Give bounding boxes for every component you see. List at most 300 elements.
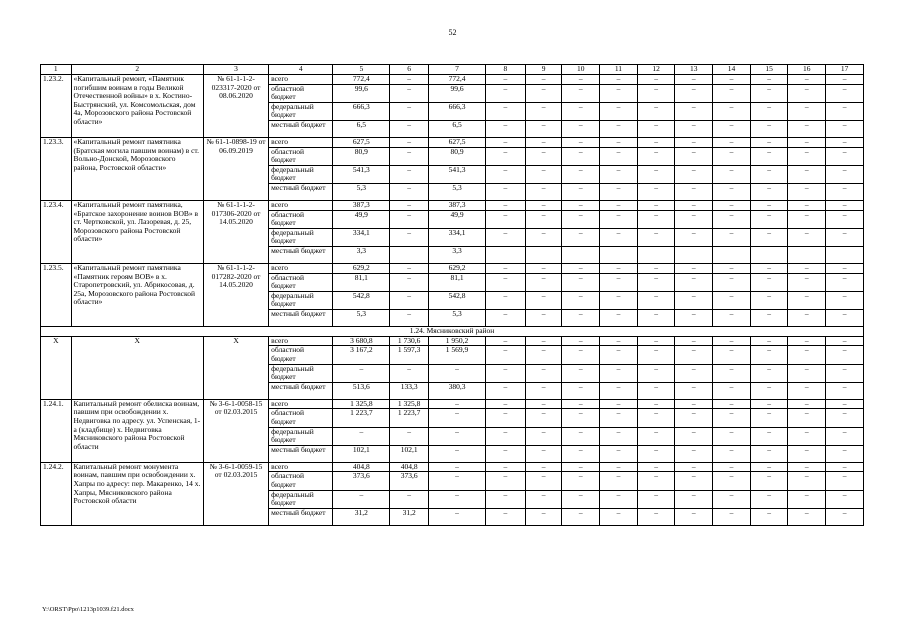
value-col9: – <box>525 137 562 147</box>
value-col10 <box>562 246 600 263</box>
value-col17: – <box>826 336 864 346</box>
column-header: 14 <box>713 65 751 75</box>
value-col7: – <box>429 508 486 525</box>
value-col16: – <box>788 102 826 120</box>
value-col13: – <box>675 364 713 382</box>
item-name: «Капитальный ремонт памятника, «Братское захоронение воинов ВОВ» в ст. Чертковской, ул. Лазоревая, д. 25, Морозовского района Ростовской области» <box>71 200 203 263</box>
value-col12: – <box>637 120 675 137</box>
value-col8: – <box>486 120 526 137</box>
value-col15: – <box>750 120 788 137</box>
value-col9: – <box>525 291 562 309</box>
value-col9: – <box>525 427 562 445</box>
value-col12: – <box>637 346 675 364</box>
value-col6 <box>390 246 429 263</box>
value-col7: 1 569,9 <box>429 346 486 364</box>
value-col12: – <box>637 399 675 409</box>
value-col9: – <box>525 183 562 200</box>
value-total: 81,1 <box>333 273 390 291</box>
value-col11: – <box>600 210 638 228</box>
value-col8: – <box>486 490 526 508</box>
value-total: 6,5 <box>333 120 390 137</box>
value-col8: – <box>486 472 526 490</box>
value-col17: – <box>826 346 864 364</box>
value-total: 373,6 <box>333 472 390 490</box>
value-col13: – <box>675 427 713 445</box>
value-col10: – <box>562 263 600 273</box>
value-col15: – <box>750 508 788 525</box>
value-col7: 541,3 <box>429 165 486 183</box>
value-col9: – <box>525 346 562 364</box>
value-col9: – <box>525 399 562 409</box>
value-col12: – <box>637 309 675 326</box>
value-col8: – <box>486 336 526 346</box>
value-col12: – <box>637 200 675 210</box>
value-col7: 629,2 <box>429 263 486 273</box>
value-col8: – <box>486 75 526 85</box>
value-col8: – <box>486 346 526 364</box>
value-col10: – <box>562 165 600 183</box>
value-col9: – <box>525 445 562 462</box>
value-col13: – <box>675 263 713 273</box>
budget-source-label: федеральный бюджет <box>269 228 333 246</box>
value-col8: – <box>486 165 526 183</box>
value-col8: – <box>486 382 526 399</box>
value-total: 541,3 <box>333 165 390 183</box>
value-col6: 31,2 <box>390 508 429 525</box>
value-col11: – <box>600 399 638 409</box>
value-col17: – <box>826 364 864 382</box>
value-col12: – <box>637 263 675 273</box>
item-document: № 61-1-0898-19 от 06.09.2019 <box>203 137 268 200</box>
value-col16: – <box>788 462 826 472</box>
value-col9: – <box>525 102 562 120</box>
value-col14: – <box>713 147 751 165</box>
value-col11: – <box>600 137 638 147</box>
budget-source-label: областной бюджет <box>269 346 333 364</box>
value-col6: 1 730,6 <box>390 336 429 346</box>
value-col7: 49,9 <box>429 210 486 228</box>
value-col14: – <box>713 445 751 462</box>
value-col6: – <box>390 165 429 183</box>
value-col11: – <box>600 200 638 210</box>
value-col8: – <box>486 508 526 525</box>
value-col17: – <box>826 409 864 427</box>
value-col11: – <box>600 472 638 490</box>
column-header: 11 <box>600 65 638 75</box>
value-col11: – <box>600 120 638 137</box>
value-col10: – <box>562 75 600 85</box>
value-col6: – <box>390 75 429 85</box>
item-document: № 61-1-1-2-023317-2020 от 08.06.2020 <box>203 75 268 138</box>
value-col6: – <box>390 490 429 508</box>
item-document: X <box>203 336 268 399</box>
value-col17: – <box>826 183 864 200</box>
value-col7: – <box>429 427 486 445</box>
budget-source-label: областной бюджет <box>269 409 333 427</box>
value-col8: – <box>486 84 526 102</box>
value-col9: – <box>525 309 562 326</box>
value-col6: – <box>390 273 429 291</box>
column-header: 4 <box>269 65 333 75</box>
value-col13: – <box>675 472 713 490</box>
value-total: 49,9 <box>333 210 390 228</box>
budget-source-label: всего <box>269 200 333 210</box>
value-col17: – <box>826 427 864 445</box>
value-col15: – <box>750 364 788 382</box>
value-col10: – <box>562 137 600 147</box>
value-col9: – <box>525 75 562 85</box>
value-col10: – <box>562 309 600 326</box>
value-col17: – <box>826 263 864 273</box>
value-col10: – <box>562 210 600 228</box>
value-col10: – <box>562 120 600 137</box>
item-name: «Капитальный ремонт памятника «Памятник героям ВОВ» в х. Старопетровский, ул. Абрикосовая, д. 25а, Морозовского района Ростовской области» <box>71 263 203 326</box>
value-col6: – <box>390 120 429 137</box>
value-col12: – <box>637 508 675 525</box>
value-col14: – <box>713 364 751 382</box>
value-col17: – <box>826 147 864 165</box>
table-row <box>41 200 864 210</box>
value-col11: – <box>600 462 638 472</box>
value-col6: – <box>390 364 429 382</box>
value-col16: – <box>788 147 826 165</box>
value-col17: – <box>826 382 864 399</box>
value-col8: – <box>486 210 526 228</box>
value-col12: – <box>637 137 675 147</box>
value-col12: – <box>637 183 675 200</box>
value-col7: 81,1 <box>429 273 486 291</box>
file-path-footer: Y:\ORST\Ppo\1213p1039.f21.docx <box>42 606 134 613</box>
budget-source-label: областной бюджет <box>269 147 333 165</box>
value-col9: – <box>525 364 562 382</box>
value-col9: – <box>525 462 562 472</box>
value-col7: 5,3 <box>429 183 486 200</box>
value-col10: – <box>562 228 600 246</box>
value-col12: – <box>637 228 675 246</box>
value-col7: 5,3 <box>429 309 486 326</box>
value-col12: – <box>637 147 675 165</box>
value-col14: – <box>713 472 751 490</box>
value-col16: – <box>788 183 826 200</box>
value-col11: – <box>600 490 638 508</box>
value-col16: – <box>788 427 826 445</box>
value-col10: – <box>562 291 600 309</box>
budget-source-label: местный бюджет <box>269 120 333 137</box>
page-number: 52 <box>448 28 457 37</box>
value-col11: – <box>600 263 638 273</box>
value-col10: – <box>562 346 600 364</box>
value-col13: – <box>675 399 713 409</box>
item-name: X <box>71 336 203 399</box>
budget-source-label: областной бюджет <box>269 210 333 228</box>
item-name: «Капитальный ремонт, «Памятник погибшим воинам в годы Великой Отечественной войны» в х. Костино-Быстрянский, ул. Комсомольская, дом 4а, Морозовского района Ростовской области» <box>71 75 203 138</box>
value-col12: – <box>637 445 675 462</box>
value-col9: – <box>525 409 562 427</box>
column-header: 10 <box>562 65 600 75</box>
value-col13: – <box>675 309 713 326</box>
value-col6: 133,3 <box>390 382 429 399</box>
value-col7: – <box>429 409 486 427</box>
value-col14: – <box>713 427 751 445</box>
value-col10: – <box>562 490 600 508</box>
value-col12: – <box>637 472 675 490</box>
item-document: № 61-1-1-2-017282-2020 от 14.05.2020 <box>203 263 268 326</box>
value-col17: – <box>826 120 864 137</box>
value-col7: 3,3 <box>429 246 486 263</box>
value-col15: – <box>750 445 788 462</box>
value-col12: – <box>637 210 675 228</box>
value-col14: – <box>713 84 751 102</box>
value-col17: – <box>826 200 864 210</box>
value-col12: – <box>637 336 675 346</box>
value-total: 3,3 <box>333 246 390 263</box>
value-col11: – <box>600 309 638 326</box>
value-col7: 380,3 <box>429 382 486 399</box>
value-col8: – <box>486 462 526 472</box>
value-total: 1 325,8 <box>333 399 390 409</box>
value-col16: – <box>788 364 826 382</box>
value-col11: – <box>600 445 638 462</box>
value-col8: – <box>486 147 526 165</box>
value-total: 627,5 <box>333 137 390 147</box>
value-col9: – <box>525 165 562 183</box>
value-col6: – <box>390 200 429 210</box>
table-row <box>41 462 864 472</box>
budget-source-label: федеральный бюджет <box>269 165 333 183</box>
value-col11: – <box>600 508 638 525</box>
value-col14: – <box>713 200 751 210</box>
value-col12: – <box>637 165 675 183</box>
value-col6: 102,1 <box>390 445 429 462</box>
value-col7: 627,5 <box>429 137 486 147</box>
value-col17: – <box>826 508 864 525</box>
item-number: 1.23.2. <box>41 75 72 138</box>
value-col14: – <box>713 263 751 273</box>
value-col12: – <box>637 75 675 85</box>
value-col7: 80,9 <box>429 147 486 165</box>
item-number: 1.23.3. <box>41 137 72 200</box>
value-col17: – <box>826 445 864 462</box>
budget-source-label: областной бюджет <box>269 84 333 102</box>
value-col15: – <box>750 336 788 346</box>
value-col8: – <box>486 427 526 445</box>
value-col7: 387,3 <box>429 200 486 210</box>
value-total: 31,2 <box>333 508 390 525</box>
value-col13: – <box>675 75 713 85</box>
value-col12: – <box>637 427 675 445</box>
column-header: 6 <box>390 65 429 75</box>
value-col7: 772,4 <box>429 75 486 85</box>
value-col9: – <box>525 490 562 508</box>
column-header: 9 <box>525 65 562 75</box>
value-col8: – <box>486 409 526 427</box>
value-col17: – <box>826 84 864 102</box>
value-col8: – <box>486 200 526 210</box>
value-col11: – <box>600 291 638 309</box>
value-col11: – <box>600 346 638 364</box>
value-col11: – <box>600 228 638 246</box>
value-total: 404,8 <box>333 462 390 472</box>
value-total: 80,9 <box>333 147 390 165</box>
value-col14: – <box>713 490 751 508</box>
value-col10: – <box>562 364 600 382</box>
value-col6: – <box>390 137 429 147</box>
value-col17: – <box>826 490 864 508</box>
item-number: 1.23.4. <box>41 200 72 263</box>
value-col8: – <box>486 228 526 246</box>
value-col13: – <box>675 490 713 508</box>
value-col13: – <box>675 228 713 246</box>
district-row <box>41 326 864 336</box>
value-col10: – <box>562 382 600 399</box>
value-col7: – <box>429 490 486 508</box>
value-col16: – <box>788 75 826 85</box>
column-header: 2 <box>71 65 203 75</box>
value-col12: – <box>637 273 675 291</box>
value-col15: – <box>750 490 788 508</box>
value-col11 <box>600 246 638 263</box>
district-title: 1.24. Мясниковский район <box>41 326 864 336</box>
value-col11: – <box>600 382 638 399</box>
value-col11: – <box>600 336 638 346</box>
item-name: Капитальный ремонт обелиска воинам, павшим при освобождении х. Недвиговка по адресу. ул. Успенская, 1-а (кладбище) х. Недвиговка Мясниковского района Ростовской области <box>71 399 203 462</box>
value-col6: 1 325,8 <box>390 399 429 409</box>
table-row <box>41 399 864 409</box>
item-number: 1.23.5. <box>41 263 72 326</box>
value-col15: – <box>750 409 788 427</box>
item-number: X <box>41 336 72 399</box>
table-row <box>41 137 864 147</box>
value-col14: – <box>713 210 751 228</box>
value-col15: – <box>750 263 788 273</box>
value-col6: – <box>390 84 429 102</box>
value-col15: – <box>750 75 788 85</box>
value-total: 99,6 <box>333 84 390 102</box>
value-col17: – <box>826 102 864 120</box>
value-col9: – <box>525 382 562 399</box>
value-col6: – <box>390 263 429 273</box>
value-total: 666,3 <box>333 102 390 120</box>
value-col12: – <box>637 291 675 309</box>
value-col13: – <box>675 409 713 427</box>
budget-source-label: местный бюджет <box>269 183 333 200</box>
value-col13: – <box>675 183 713 200</box>
value-col15: – <box>750 200 788 210</box>
value-col9: – <box>525 200 562 210</box>
value-col6: 404,8 <box>390 462 429 472</box>
column-header: 17 <box>826 65 864 75</box>
value-col17: – <box>826 75 864 85</box>
value-col6: – <box>390 147 429 165</box>
value-col16: – <box>788 165 826 183</box>
value-total: 5,3 <box>333 309 390 326</box>
column-header: 16 <box>788 65 826 75</box>
value-col12: – <box>637 102 675 120</box>
value-col14: – <box>713 336 751 346</box>
value-col12 <box>637 246 675 263</box>
value-col15: – <box>750 472 788 490</box>
value-col11: – <box>600 364 638 382</box>
budget-source-label: федеральный бюджет <box>269 427 333 445</box>
value-col16: – <box>788 263 826 273</box>
value-col15: – <box>750 84 788 102</box>
value-col7: – <box>429 472 486 490</box>
value-col13: – <box>675 84 713 102</box>
value-col14: – <box>713 409 751 427</box>
value-col6: – <box>390 210 429 228</box>
value-col13: – <box>675 273 713 291</box>
value-col17: – <box>826 273 864 291</box>
value-col17: – <box>826 472 864 490</box>
budget-source-label: всего <box>269 263 333 273</box>
value-col9: – <box>525 228 562 246</box>
value-col16: – <box>788 382 826 399</box>
value-col11: – <box>600 165 638 183</box>
column-header: 1 <box>41 65 72 75</box>
value-total: – <box>333 427 390 445</box>
value-col13 <box>675 246 713 263</box>
value-col14 <box>713 246 751 263</box>
value-col12: – <box>637 462 675 472</box>
value-col13: – <box>675 165 713 183</box>
value-col17: – <box>826 210 864 228</box>
value-col7: 99,6 <box>429 84 486 102</box>
value-col12: – <box>637 409 675 427</box>
value-col10: – <box>562 445 600 462</box>
value-col15 <box>750 246 788 263</box>
value-col8: – <box>486 273 526 291</box>
value-col15: – <box>750 291 788 309</box>
value-col14: – <box>713 462 751 472</box>
column-header: 8 <box>486 65 526 75</box>
value-col15: – <box>750 462 788 472</box>
value-col9: – <box>525 508 562 525</box>
budget-source-label: всего <box>269 137 333 147</box>
value-col16 <box>788 246 826 263</box>
value-col17 <box>826 246 864 263</box>
value-col13: – <box>675 200 713 210</box>
value-col6: 1 597,3 <box>390 346 429 364</box>
budget-source-label: местный бюджет <box>269 445 333 462</box>
value-col16: – <box>788 84 826 102</box>
value-col16: – <box>788 490 826 508</box>
value-col17: – <box>826 228 864 246</box>
value-col10: – <box>562 84 600 102</box>
value-col16: – <box>788 291 826 309</box>
value-total: 387,3 <box>333 200 390 210</box>
budget-source-label: местный бюджет <box>269 309 333 326</box>
value-col10: – <box>562 147 600 165</box>
value-col9 <box>525 246 562 263</box>
value-col11: – <box>600 75 638 85</box>
value-total: 3 167,2 <box>333 346 390 364</box>
value-col6: 1 223,7 <box>390 409 429 427</box>
value-col15: – <box>750 399 788 409</box>
value-col14: – <box>713 228 751 246</box>
value-col16: – <box>788 210 826 228</box>
value-col14: – <box>713 508 751 525</box>
value-col16: – <box>788 273 826 291</box>
value-col7: 334,1 <box>429 228 486 246</box>
value-col15: – <box>750 427 788 445</box>
value-col14: – <box>713 137 751 147</box>
value-col16: – <box>788 399 826 409</box>
value-col9: – <box>525 263 562 273</box>
value-total: 334,1 <box>333 228 390 246</box>
value-col16: – <box>788 409 826 427</box>
column-header: 5 <box>333 65 390 75</box>
value-col11: – <box>600 84 638 102</box>
